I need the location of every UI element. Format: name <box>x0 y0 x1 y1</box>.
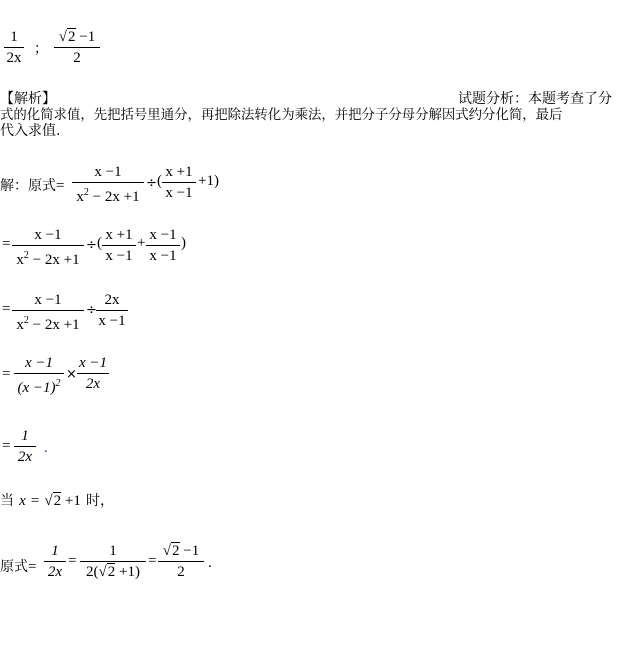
step5-fraction <box>14 427 36 466</box>
step2-fraction-2 <box>102 226 136 265</box>
final-fraction-2 <box>80 542 146 581</box>
final-fraction-3 <box>158 542 204 581</box>
final-label: 原式= <box>0 559 37 575</box>
numerator: 1 <box>10 29 18 45</box>
step4-fraction-1 <box>14 354 64 397</box>
fraction-bar <box>102 245 136 246</box>
solution-label: 解：原式= <box>0 178 65 194</box>
fraction-bar <box>72 182 144 183</box>
times-sign: × <box>66 367 77 382</box>
denominator: 2x <box>6 50 22 66</box>
step2-equals: = <box>2 236 11 252</box>
fraction-bar <box>12 245 84 246</box>
step1-tail: +1) <box>198 173 219 189</box>
step1-fraction-2 <box>162 163 196 202</box>
denominator: 2x <box>17 449 33 465</box>
final-equals-2: = <box>68 553 77 569</box>
denominator: x −1 <box>105 248 133 264</box>
answer-fraction-1 <box>4 28 24 67</box>
fraction-bar <box>54 47 100 48</box>
substitution-prefix: 当 <box>0 493 14 509</box>
substitution-var: x <box>19 493 26 509</box>
fraction-bar <box>14 446 36 447</box>
denominator: x −1 <box>149 248 177 264</box>
step2-fraction-1 <box>12 226 84 269</box>
fraction-bar <box>162 182 196 183</box>
fraction-bar <box>96 310 128 311</box>
analysis-intro-line2: 式的化简求值，先把括号里通分，再把除法转化为乘法，并把分子分母分解因式约分化简，最后 <box>0 108 563 123</box>
denominator: 2x <box>47 564 63 580</box>
numerator: x −1 <box>78 355 108 371</box>
denominator: 2(√2 +1) <box>86 564 140 580</box>
substitution-suffix: 时， <box>85 493 114 509</box>
analysis-intro-line3: 代入求值. <box>0 123 61 139</box>
numerator: 1 <box>109 543 117 559</box>
denominator: x −1 <box>165 185 193 201</box>
numerator: 1 <box>21 428 29 444</box>
denominator: 2 <box>73 50 81 66</box>
numerator: 2x <box>104 292 120 308</box>
step4-fraction-2 <box>77 354 109 393</box>
denominator: x −1 <box>98 313 126 329</box>
answer-fraction-2 <box>54 28 100 67</box>
substitution-equals: = <box>30 493 40 509</box>
denominator: 2x <box>85 376 101 392</box>
right-paren: ) <box>181 235 186 251</box>
final-equals-3: = <box>148 553 157 569</box>
final-fraction-1 <box>44 542 66 581</box>
analysis-heading: 【解析】 <box>0 91 56 107</box>
step1-fraction-1 <box>72 163 144 206</box>
denominator: $x^2 - 2x +1$ <box>16 250 80 268</box>
fraction-bar <box>14 373 64 374</box>
denominator: $x^2 - 2x +1$ <box>76 187 140 205</box>
fraction-bar <box>77 373 109 374</box>
numerator: x +1 <box>105 227 133 243</box>
step2-fraction-3 <box>146 226 180 265</box>
left-paren: ( <box>157 173 162 189</box>
substitution-value: √2 +1 <box>44 493 81 509</box>
divide-sign: ÷ <box>86 303 97 318</box>
numerator: x −1 <box>34 227 62 243</box>
left-paren: ( <box>97 235 102 251</box>
numerator: x −1 <box>24 355 54 371</box>
substitution-line <box>0 490 114 510</box>
divide-sign: ÷ <box>146 176 157 191</box>
fraction-bar <box>4 47 24 48</box>
numerator: x −1 <box>34 292 62 308</box>
numerator: x −1 <box>149 227 177 243</box>
numerator: x −1 <box>94 164 122 180</box>
fraction-bar <box>44 561 66 562</box>
step3-equals: = <box>2 301 11 317</box>
denominator: 2 <box>177 564 185 580</box>
final-period: . <box>208 555 212 571</box>
denominator: $x^2 - 2x +1$ <box>16 315 80 333</box>
numerator: x +1 <box>165 164 193 180</box>
fraction-bar <box>80 561 146 562</box>
fraction-bar <box>146 245 180 246</box>
step5-period: . <box>44 440 48 456</box>
step5-equals: = <box>2 438 11 454</box>
step4-equals: = <box>2 366 11 382</box>
answer-separator: ； <box>34 41 48 57</box>
fraction-bar <box>12 310 84 311</box>
denominator: $(x -1)^2$ <box>17 378 61 396</box>
divide-sign: ÷ <box>86 238 97 253</box>
numerator: √2 −1 <box>58 29 96 45</box>
fraction-bar <box>158 561 204 562</box>
numerator: √2 −1 <box>162 543 200 559</box>
step3-fraction-2 <box>96 291 128 330</box>
step3-fraction-1 <box>12 291 84 334</box>
plus-sign: + <box>137 235 146 251</box>
numerator: 1 <box>51 543 59 559</box>
analysis-intro-first: 试题分析：本题考查了分 <box>458 91 612 107</box>
